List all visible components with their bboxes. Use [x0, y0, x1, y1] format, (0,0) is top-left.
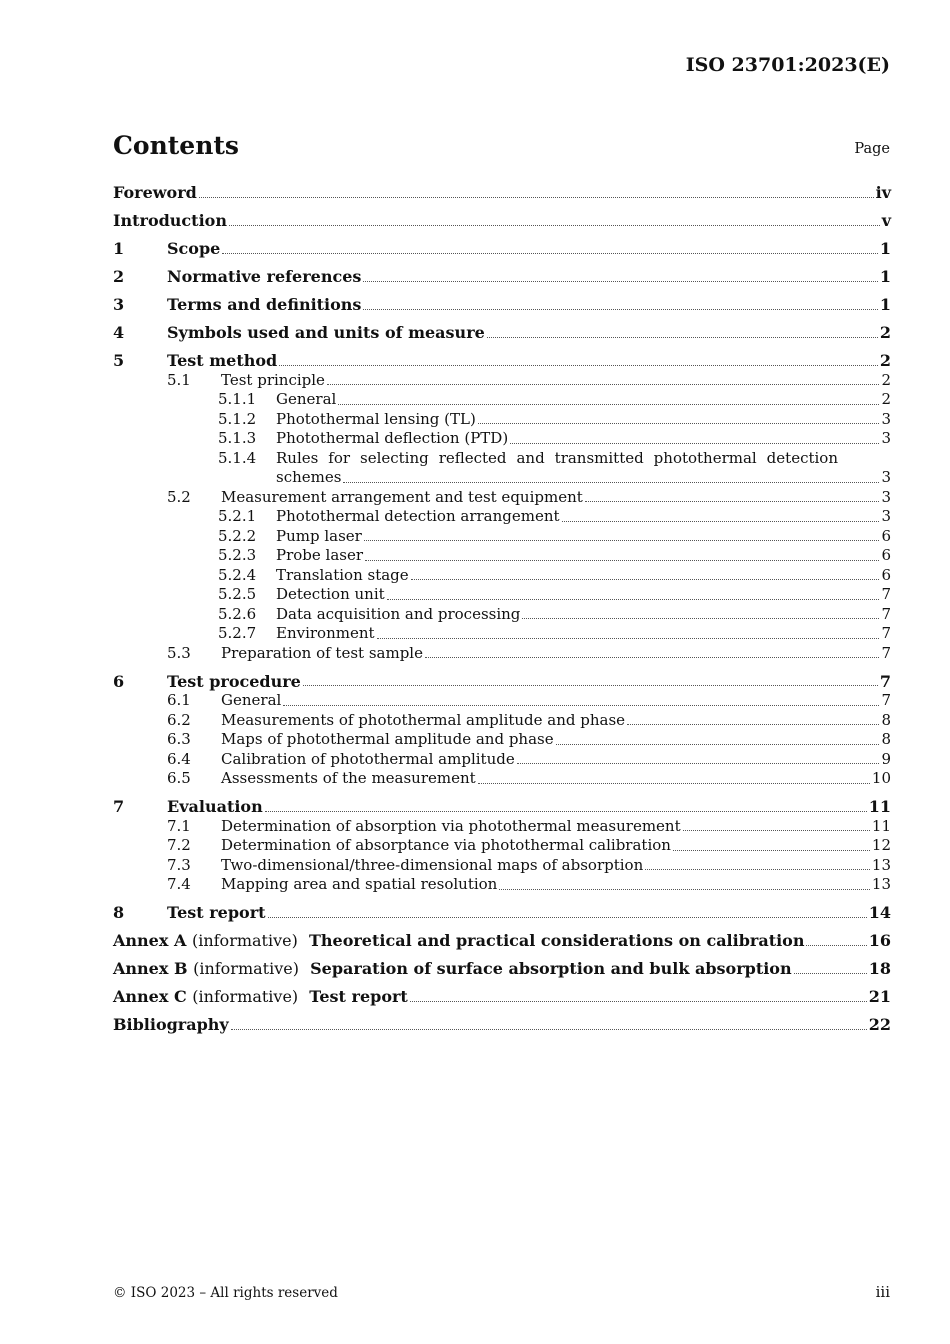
dot-leader	[517, 763, 880, 764]
toc-entry-title: Photothermal detection arrangement	[276, 507, 560, 525]
dot-leader	[410, 1001, 867, 1002]
toc-entry-page: 11	[868, 797, 891, 816]
toc-entry-page: 14	[868, 903, 891, 922]
toc-entry-title	[113, 987, 408, 1007]
toc-entry-title: Terms and definitions	[167, 295, 362, 314]
toc-entry-number: 4	[113, 323, 125, 342]
toc-entry-title: Foreword	[113, 183, 197, 202]
toc-entry-title: Symbols used and units of measure	[167, 323, 485, 342]
toc-entry-title: Rules for selecting reflected and transmitted photothermal detection	[276, 448, 838, 467]
toc-entry-page: 8	[881, 730, 891, 748]
dot-leader	[364, 540, 880, 541]
toc-entry-number: 6.4	[167, 749, 191, 768]
toc-entry-page: 7	[881, 624, 891, 642]
toc-entry-page: v	[881, 211, 891, 230]
toc-entry-title: Mapping area and spatial resolution	[221, 875, 498, 893]
toc-entry-number: 7.2	[167, 836, 191, 854]
toc-entry-title: Evaluation	[167, 797, 263, 816]
toc-entry-page: 7	[881, 691, 891, 709]
toc-entry-number: 1	[113, 239, 125, 258]
toc-entry-page: 3	[881, 487, 891, 506]
toc-entry-title: Assessments of the measurement	[221, 769, 476, 787]
toc-entry-page: 2	[881, 370, 891, 389]
dot-leader	[338, 404, 879, 405]
dot-leader	[673, 850, 870, 851]
toc-entry[interactable]	[113, 711, 891, 731]
toc-entry-number: 6.1	[167, 691, 191, 709]
toc-entry-number: 5.1.2	[218, 409, 257, 428]
toc-entry[interactable]	[113, 351, 891, 371]
toc-entry-number: 5.2.5	[218, 585, 257, 603]
toc-entry-title: Probe laser	[276, 546, 364, 564]
toc-entry-title: General	[221, 691, 282, 709]
toc-entry[interactable]	[113, 624, 891, 644]
toc-entry-number: 5.1.1	[218, 390, 257, 408]
dot-leader	[425, 657, 879, 658]
dot-leader	[522, 618, 879, 619]
toc-entry-title: Calibration of photothermal amplitude	[221, 749, 515, 768]
dot-leader	[806, 945, 866, 946]
toc-entry-number: 5.2.2	[218, 526, 257, 545]
annex-note: (informative)	[193, 959, 299, 978]
copyright-notice: © ISO 2023 – All rights reserved	[113, 1285, 338, 1301]
annex-label: Annex C	[113, 987, 187, 1006]
toc-entry-page: 3	[881, 429, 891, 447]
dot-leader	[556, 744, 880, 745]
dot-leader	[377, 638, 880, 639]
dot-leader	[283, 705, 879, 706]
toc-entry-title: Photothermal lensing (TL)	[276, 409, 476, 428]
toc-entry-title: Determination of absorptance via photothermal calibration	[221, 836, 671, 854]
toc-entry-title: Environment	[276, 624, 375, 642]
page-column-label: Page	[854, 141, 890, 157]
toc-entry[interactable]	[113, 856, 891, 876]
dot-leader	[645, 869, 870, 870]
page-title: Contents	[113, 131, 240, 160]
toc-entry[interactable]	[113, 1015, 891, 1035]
dot-leader	[279, 365, 878, 366]
dot-leader	[229, 225, 880, 226]
toc-entry-page: 18	[868, 959, 891, 978]
toc-entry[interactable]	[113, 566, 891, 586]
toc-entry-title: Photothermal deflection (PTD)	[276, 429, 509, 447]
toc-entry-title: Translation stage	[276, 565, 409, 584]
dot-leader	[265, 811, 867, 812]
toc-entry-number: 6.5	[167, 769, 191, 787]
toc-entry-page: 11	[871, 816, 891, 835]
toc-entry-number: 5.2.3	[218, 546, 257, 564]
toc-entry-title: Measurements of photothermal amplitude and phase	[221, 710, 626, 729]
toc-entry-page: 21	[868, 987, 891, 1006]
toc-entry[interactable]	[113, 371, 891, 391]
toc-entry[interactable]	[113, 183, 891, 203]
toc-entry[interactable]	[113, 390, 891, 410]
toc-entry-number: 6.3	[167, 730, 191, 748]
toc-entry-title: Detection unit	[276, 585, 385, 603]
annex-title: Test report	[309, 987, 408, 1006]
dot-leader	[363, 281, 877, 282]
dot-leader	[478, 423, 880, 424]
toc-entry-number: 5.3	[167, 643, 191, 662]
toc-entry[interactable]	[113, 429, 891, 449]
dot-leader	[510, 443, 879, 444]
toc-entry-page: 3	[881, 409, 891, 428]
toc-entry[interactable]	[113, 691, 891, 711]
toc-entry-number: 6.2	[167, 710, 191, 729]
toc-entry-title: Test method	[167, 351, 278, 370]
toc-entry[interactable]	[113, 507, 891, 527]
toc-entry[interactable]	[113, 750, 891, 770]
toc-entry-title: Pump laser	[276, 526, 362, 545]
toc-entry-title: Data acquisition and processing	[276, 604, 521, 623]
dot-leader	[627, 724, 879, 725]
toc-entry-page: 10	[871, 769, 891, 787]
dot-leader	[499, 889, 870, 890]
toc-entry[interactable]	[113, 449, 891, 488]
toc-entry-number: 2	[113, 267, 125, 286]
dot-leader	[585, 501, 880, 502]
toc-entry-number: 5.1	[167, 370, 191, 389]
document-id: ISO 23701:2023(E)	[685, 54, 890, 76]
toc-entry-title: Determination of absorption via photothermal measurement	[221, 816, 681, 835]
dot-leader	[365, 560, 879, 561]
toc-entry-title: Preparation of test sample	[221, 643, 423, 662]
toc-entry[interactable]	[113, 797, 891, 817]
toc-entry[interactable]	[113, 903, 891, 923]
dot-leader	[343, 482, 879, 483]
toc-entry[interactable]	[113, 672, 891, 692]
toc-entry-title: Two-dimensional/three-dimensional maps of absorption	[221, 855, 644, 874]
dot-leader	[478, 783, 870, 784]
annex-title: Separation of surface absorption and bulk absorption	[310, 959, 792, 978]
toc-entry-page: 16	[868, 931, 891, 950]
toc-entry[interactable]	[113, 410, 891, 430]
toc-entry-number: 7	[113, 797, 125, 816]
toc-entry-page: iv	[875, 183, 891, 202]
toc-entry[interactable]	[113, 836, 891, 856]
toc-entry-page: 8	[881, 710, 891, 729]
toc-entry-page: 9	[881, 749, 891, 768]
toc-entry[interactable]	[113, 959, 891, 979]
annex-label: Annex A	[113, 931, 187, 950]
table-of-contents	[113, 183, 891, 1035]
toc-entry[interactable]	[113, 769, 891, 789]
toc-entry-title: Introduction	[113, 211, 227, 230]
toc-entry[interactable]	[113, 730, 891, 750]
toc-entry-number: 5.2.1	[218, 507, 257, 525]
toc-entry-number: 3	[113, 295, 125, 314]
toc-entry-number: 5.1.3	[218, 429, 257, 447]
toc-entry-page: 7	[879, 671, 891, 691]
toc-entry-title	[113, 959, 792, 979]
dot-leader	[794, 973, 867, 974]
toc-entry-number: 5	[113, 351, 125, 370]
toc-entry-page: 22	[868, 1015, 891, 1034]
toc-entry-number: 8	[113, 903, 125, 922]
toc-entry-page: 6	[881, 546, 891, 564]
page-number: iii	[875, 1283, 890, 1301]
annex-note: (informative)	[192, 987, 299, 1006]
toc-entry[interactable]	[113, 488, 891, 508]
toc-entry-number: 5.2	[167, 487, 191, 506]
dot-leader	[562, 521, 880, 522]
toc-entry-page: 6	[881, 565, 891, 584]
toc-entry-title: Maps of photothermal amplitude and phase	[221, 730, 554, 748]
toc-entry-page: 7	[881, 604, 891, 623]
toc-entry-page: 3	[881, 507, 891, 525]
annex-note: (informative)	[191, 931, 298, 950]
toc-entry[interactable]	[113, 211, 891, 231]
toc-entry-title: Test principle	[221, 370, 325, 389]
dot-leader	[683, 830, 870, 831]
toc-entry[interactable]	[113, 323, 891, 343]
toc-entry-title: Measurement arrangement and test equipment	[221, 487, 583, 506]
toc-entry-number: 5.1.4	[218, 448, 257, 467]
toc-entry-page: 1	[879, 267, 891, 286]
dot-leader	[363, 309, 877, 310]
annex-title: Theoretical and practical considerations on calibration	[308, 931, 805, 950]
dot-leader	[199, 197, 874, 198]
toc-entry-number: 5.2.6	[218, 604, 257, 623]
toc-entry-page: 2	[881, 390, 891, 408]
dot-leader	[487, 337, 878, 338]
toc-entry[interactable]	[113, 875, 891, 895]
toc-entry-title	[113, 931, 804, 951]
toc-entry[interactable]	[113, 987, 891, 1007]
toc-entry-title: Normative references	[167, 267, 362, 286]
toc-entry[interactable]	[113, 605, 891, 625]
dot-leader	[268, 917, 867, 918]
toc-entry-page: 13	[871, 875, 891, 893]
toc-entry-number: 5.2.4	[218, 565, 257, 584]
toc-entry-number: 7.3	[167, 855, 191, 874]
toc-entry-title: Test report	[167, 903, 266, 922]
toc-entry-number: 5.2.7	[218, 624, 257, 642]
toc-entry-page: 7	[881, 585, 891, 603]
toc-entry-number: 7.4	[167, 875, 191, 893]
toc-entry-title: Test procedure	[167, 671, 301, 691]
dot-leader	[411, 579, 880, 580]
toc-entry[interactable]	[113, 239, 891, 259]
toc-entry[interactable]	[113, 527, 891, 547]
toc-entry-title-continued: schemes	[276, 468, 342, 486]
toc-entry-page: 12	[871, 836, 891, 854]
toc-entry-page: 3	[881, 468, 891, 486]
toc-entry[interactable]	[113, 546, 891, 566]
toc-entry-page: 6	[881, 526, 891, 545]
toc-entry-page: 2	[879, 323, 891, 342]
toc-entry[interactable]	[113, 817, 891, 837]
dot-leader	[303, 685, 878, 686]
dot-leader	[387, 599, 880, 600]
toc-entry[interactable]	[113, 295, 891, 315]
toc-entry-title: Bibliography	[113, 1015, 229, 1034]
toc-entry-page: 2	[879, 351, 891, 370]
toc-entry[interactable]	[113, 585, 891, 605]
dot-leader	[231, 1029, 867, 1030]
annex-label: Annex B	[113, 959, 188, 978]
toc-entry[interactable]	[113, 644, 891, 664]
toc-entry-title: General	[276, 390, 337, 408]
dot-leader	[327, 384, 880, 385]
toc-entry-page: 1	[879, 239, 891, 258]
toc-entry-page: 7	[881, 643, 891, 662]
toc-entry[interactable]	[113, 931, 891, 951]
toc-entry-page: 1	[879, 295, 891, 314]
toc-entry-title: Scope	[167, 239, 221, 258]
dot-leader	[222, 253, 878, 254]
toc-entry-number: 7.1	[167, 816, 191, 835]
toc-entry[interactable]	[113, 267, 891, 287]
toc-entry-page: 13	[871, 855, 891, 874]
toc-entry-number: 6	[113, 671, 125, 691]
